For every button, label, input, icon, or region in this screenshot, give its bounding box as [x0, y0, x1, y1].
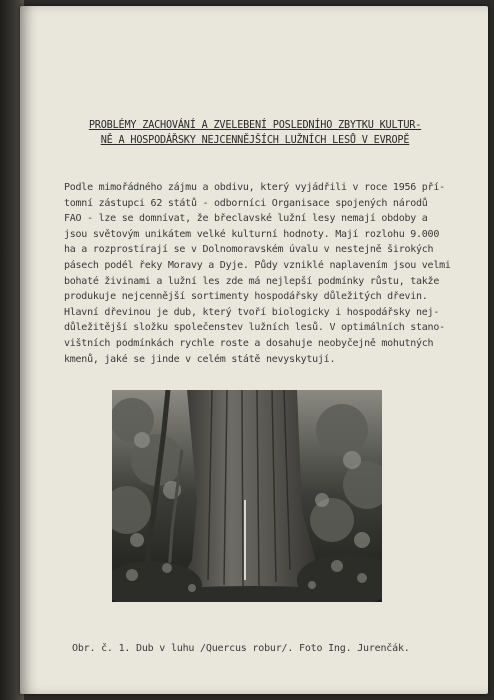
- title-line: NĚ A HOSPODÁŘSKY NEJCENNĚJŠÍCH LUŽNÍCH LESŮ V EVROPĚ: [100, 135, 410, 146]
- paragraph-line: ha a rozprostírají se v Dolnomoravském úvalu v nestejně širokých: [64, 244, 434, 256]
- paragraph-line: FAO - lze se domnívat, že břeclavské lužní lesy nemají obdoby a: [64, 213, 428, 225]
- paragraph-line: jsou světovým unikátem velké kulturní hodnoty. Mají rozlohu 9.000: [64, 228, 440, 240]
- title-line: PROBLÉMY ZACHOVÁNÍ A ZVELEBENÍ POSLEDNÍHO ZBYTKU KULTUR-: [88, 120, 422, 131]
- paragraph-line: produkuje nejcennější sortimenty hospodářsky důležitých dřevin.: [64, 291, 428, 303]
- paragraph-line: tomní zástupci 62 států - odborníci Organisace spojených národů: [64, 197, 428, 209]
- paragraph-line: Hlavní dřevinou je dub, který tvoří biologicky i hospodářsky nej-: [64, 306, 440, 318]
- photo-caption: Obr. č. 1. Dub v luhu /Quercus robur/. Foto Ing. Jurenčák.: [72, 643, 410, 654]
- paragraph-line: Podle mimořádného zájmu a obdivu, který vyjádřili v roce 1956 pří-: [64, 182, 445, 193]
- paragraph-line: bohaté živinami a lužní les zde má nejlepší podmínky růstu, takže: [64, 275, 440, 287]
- paragraph-line: kmenů, jaké se jinde v celém státě nevyskytují.: [64, 353, 336, 365]
- oak-tree-photo-drawing: [112, 390, 382, 602]
- document-title: [70, 118, 440, 148]
- oak-tree-photo: [112, 390, 382, 602]
- paragraph-line: pásech podél řeky Moravy a Dyje. Půdy vzniklé naplavením jsou velmi: [64, 259, 451, 271]
- paragraph-line: důležitější složku společenstev lužních lesů. V optimálních stano-: [64, 322, 445, 334]
- paragraph-line: vištních podmínkách rychle roste a dosahuje neobyčejně mohutných: [64, 337, 434, 349]
- body-paragraph: [64, 180, 456, 367]
